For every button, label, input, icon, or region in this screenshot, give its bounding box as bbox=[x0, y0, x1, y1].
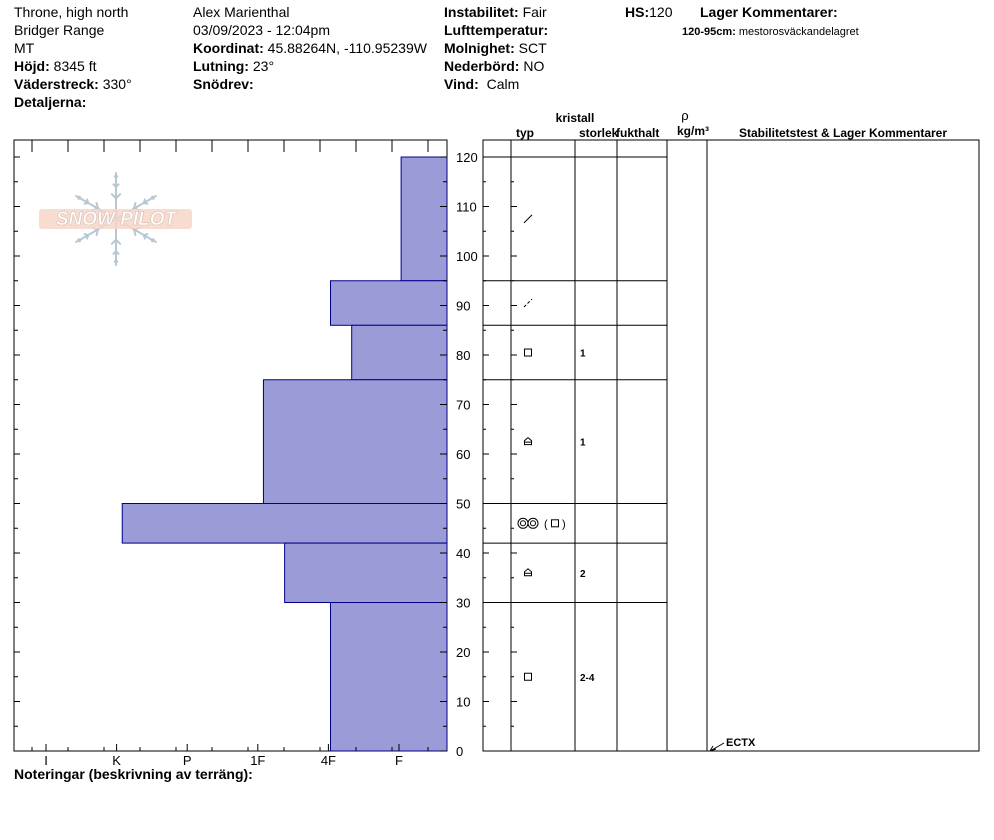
depth-tick-label-60: 60 bbox=[456, 447, 471, 462]
elevation-label: Höjd: bbox=[14, 58, 50, 74]
terrain-notes-label: Noteringar (beskrivning av terräng): bbox=[14, 766, 253, 782]
observation-datetime: 03/09/2023 - 12:04pm bbox=[193, 22, 330, 38]
grain-symbol-3 bbox=[525, 438, 532, 445]
col-header-crystal: kristall bbox=[555, 111, 595, 125]
depth-tick-label-120: 120 bbox=[456, 150, 478, 165]
grain-cup bbox=[525, 569, 532, 576]
wind-label: Vind: bbox=[444, 76, 479, 92]
sky-label: Molnighet: bbox=[444, 40, 515, 56]
hardness-bar-4 bbox=[122, 504, 447, 544]
grain-table-ticks bbox=[483, 157, 517, 751]
grain-stroke bbox=[524, 299, 532, 307]
hardness-bar-0 bbox=[401, 157, 447, 281]
drift-label: Snödrev: bbox=[193, 76, 254, 92]
col-header-size: storlek bbox=[579, 126, 619, 140]
grain-circle bbox=[531, 521, 536, 526]
location-name: Throne, high north bbox=[14, 4, 129, 20]
aspect-label: Väderstreck: bbox=[14, 76, 99, 92]
depth-tick-label-0: 0 bbox=[456, 744, 464, 759]
stability-tests bbox=[710, 737, 756, 751]
flake-branch bbox=[87, 199, 88, 202]
depth-tick-label-30: 30 bbox=[456, 595, 471, 611]
flake-branch bbox=[85, 234, 88, 235]
coord-label: Koordinat: bbox=[193, 40, 264, 56]
aspect-value: 330° bbox=[102, 76, 132, 92]
layer-comment-range: 120-95cm: bbox=[682, 26, 736, 38]
flake-branch bbox=[144, 203, 147, 204]
hardness-tick-label-I: I bbox=[44, 753, 48, 768]
depth-tick-label-90: 90 bbox=[456, 298, 471, 314]
hardness-tick-label-K: K bbox=[112, 753, 121, 768]
layer-comment-text: mestorosväckandelagret bbox=[738, 26, 859, 38]
hardness-bar-5 bbox=[285, 543, 447, 602]
hardness-tick-label-P: P bbox=[182, 753, 192, 768]
airtemp-label: Lufttemperatur: bbox=[444, 22, 549, 38]
grain-stroke bbox=[524, 215, 532, 223]
grain-square bbox=[525, 673, 532, 680]
details-label: Detaljerna: bbox=[14, 94, 87, 110]
grain-square bbox=[552, 520, 559, 527]
coord-value: 45.88264N, -110.95239W bbox=[267, 40, 427, 56]
secondary-paren-open: ( bbox=[544, 518, 548, 531]
grain-size-3: 1 bbox=[580, 437, 586, 449]
grain-symbol-5 bbox=[525, 569, 532, 576]
state-name: MT bbox=[14, 40, 35, 56]
grain-cup bbox=[525, 438, 532, 445]
grain-secondary-symbol-4 bbox=[552, 520, 559, 527]
grain-symbol-2 bbox=[525, 349, 532, 356]
depth-tick-label-20: 20 bbox=[456, 645, 471, 660]
depth-tick-label-80: 80 bbox=[456, 348, 471, 363]
grain-symbol-1 bbox=[524, 299, 532, 307]
grain-symbol-0 bbox=[524, 215, 532, 223]
grain-size-5: 2 bbox=[580, 568, 586, 580]
stability-label-0: ECTX bbox=[726, 737, 756, 749]
instability-value: Fair bbox=[522, 4, 547, 20]
sky-value: SCT bbox=[518, 40, 547, 56]
grain-circle bbox=[528, 518, 538, 528]
hs-value: 120 bbox=[649, 4, 673, 20]
logo-text: SNOW PILOT bbox=[55, 209, 177, 230]
grain-table-rows bbox=[447, 157, 667, 684]
depth-tick-label-110: 110 bbox=[456, 199, 477, 215]
grain-table-frame bbox=[483, 140, 979, 751]
wind-value: Calm bbox=[486, 76, 520, 92]
grain-size-2: 1 bbox=[580, 348, 586, 360]
hardness-bar-1 bbox=[331, 281, 447, 326]
snowpilot-logo bbox=[39, 173, 192, 265]
observer-name: Alex Marienthal bbox=[193, 4, 290, 20]
col-header-type: typ bbox=[516, 126, 534, 140]
depth-tick-label-50: 50 bbox=[456, 496, 471, 512]
flake-branch bbox=[116, 176, 117, 177]
grain-size-6: 2-4 bbox=[580, 672, 595, 684]
col-header-rho: ρ bbox=[681, 108, 689, 123]
grain-circle bbox=[518, 518, 528, 528]
elevation-value: 8345 ft bbox=[53, 58, 97, 74]
depth-tick-label-100: 100 bbox=[456, 249, 478, 264]
range-name: Bridger Range bbox=[14, 22, 105, 38]
slope-value: 23° bbox=[252, 58, 275, 74]
precip-value: NO bbox=[523, 58, 545, 74]
hs-label: HS: bbox=[625, 4, 650, 20]
grain-circle bbox=[521, 521, 526, 526]
secondary-paren-close: ) bbox=[562, 518, 566, 531]
hardness-tick-label-4F: 4F bbox=[320, 753, 336, 768]
col-header-density: kg/m³ bbox=[676, 124, 710, 138]
hardness-bar-6 bbox=[331, 603, 447, 752]
hardness-bar-3 bbox=[263, 380, 447, 504]
col-header-moisture: fukthalt bbox=[616, 126, 660, 140]
grain-symbol-4 bbox=[518, 518, 538, 528]
instability-label: Instabilitet: bbox=[444, 4, 519, 20]
col-header-stability: Stabilitetstest & Lager Kommentarer bbox=[738, 126, 948, 140]
depth-tick-label-70: 70 bbox=[456, 397, 471, 413]
hardness-bars bbox=[122, 157, 447, 751]
hardness-bar-2 bbox=[352, 325, 447, 379]
hardness-tick-label-1F: 1F bbox=[250, 753, 266, 768]
grain-square bbox=[525, 349, 532, 356]
layer-comments-label: Lager Kommentarer: bbox=[700, 4, 838, 20]
precip-label: Nederbörd: bbox=[444, 58, 520, 74]
depth-tick-label-40: 40 bbox=[456, 546, 471, 561]
depth-tick-label-10: 10 bbox=[456, 694, 471, 710]
flake-branch bbox=[115, 260, 116, 261]
slope-label: Lutning: bbox=[193, 58, 249, 74]
hardness-tick-label-F: F bbox=[395, 753, 403, 768]
grain-symbol-6 bbox=[525, 673, 532, 680]
flake-branch bbox=[144, 235, 145, 238]
